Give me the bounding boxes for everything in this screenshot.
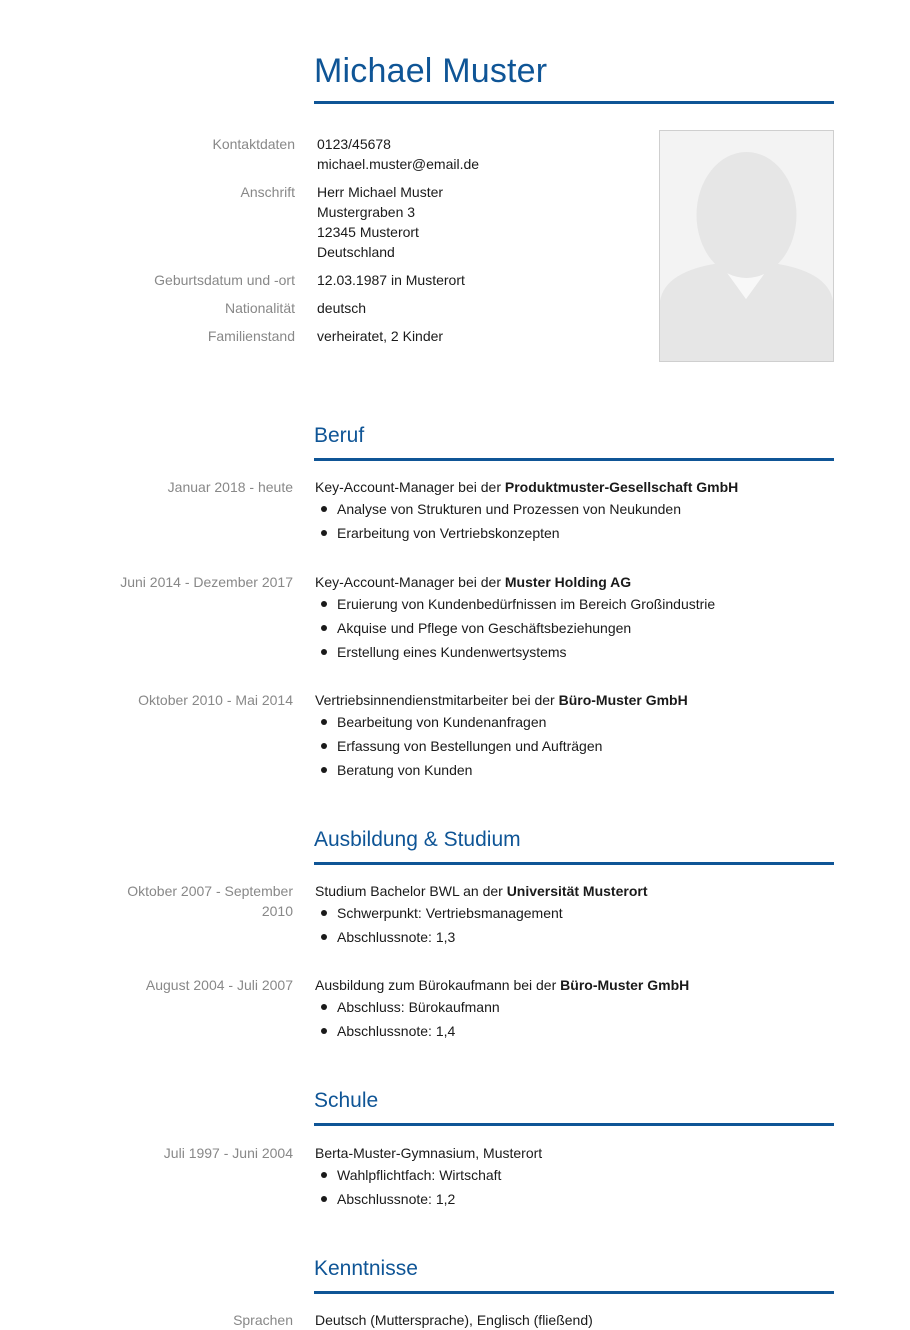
phone-number: 0123/45678 [317,136,391,152]
detail-list [315,1165,835,1209]
personal-label: Familienstand [207,328,295,344]
list-item: Abschlussnote: 1,4 [315,1021,835,1041]
entry-heading [315,975,835,995]
job-title: Key-Account-Manager bei der [315,574,505,590]
degree-title: Ausbildung zum Bürokaufmann bei der [315,977,561,993]
entry-body [315,690,835,784]
detail-list [315,903,835,947]
entry-date: August 2004 - Juli 2007 [145,977,293,993]
institution-name: Büro-Muster GmbH [560,977,690,993]
list-item: Beratung von Kunden [315,760,835,780]
address-line: Herr Michael Muster [317,184,444,200]
address-line: Mustergraben 3 [317,204,416,220]
employer-name: Produktmuster-Gesellschaft GmbH [504,479,739,495]
profile-photo [659,130,834,362]
entry-heading [315,572,835,592]
list-item: Analyse von Strukturen und Prozessen von Neukunden [315,499,835,519]
personal-label: Kontaktdaten [212,136,295,152]
list-item: Wahlpflichtfach: Wirtschaft [315,1165,835,1185]
list-item: Akquise und Pflege von Geschäftsbeziehungen [315,618,835,638]
degree-title: Studium Bachelor BWL an der [315,883,507,899]
entry-body [315,1310,835,1330]
list-item: Erstellung eines Kundenwertsystems [315,642,835,662]
entry-date: Juli 1997 - Juni 2004 [163,1145,293,1161]
list-item: Eruierung von Kundenbedürfnissen im Bereich Großindustrie [315,594,835,614]
entry-date-line: Oktober 2007 - September [127,883,293,899]
task-list [315,499,835,543]
entry-body [315,975,835,1045]
employer-name: Büro-Muster GmbH [558,692,688,708]
personal-label: Nationalität [224,300,295,316]
entry-body [315,1143,835,1213]
employer-name: Muster Holding AG [504,574,632,590]
entry-date: Januar 2018 - heute [167,479,293,495]
list-item: Erfassung von Bestellungen und Aufträgen [315,736,835,756]
entry-body [315,477,835,547]
task-list [315,712,835,780]
institution-name: Universität Musterort [506,883,648,899]
section-title-kenntnisse: Kenntnisse [314,1257,834,1294]
entry-heading [315,881,835,901]
list-item: Schwerpunkt: Vertriebsmanagement [315,903,835,923]
personal-label: Anschrift [240,184,295,200]
section-title-beruf: Beruf [314,424,834,461]
email-address: michael.muster@email.de [317,156,480,172]
entry-date: Juni 2014 - Dezember 2017 [120,574,293,590]
personal-value [317,134,479,174]
entry-heading: Deutsch (Muttersprache), Englisch (fließend) [315,1312,593,1328]
job-title: Vertriebsinnendienstmitarbeiter bei der [315,692,559,708]
personal-value [317,182,443,262]
detail-list [315,997,835,1041]
personal-label: Geburtsdatum und -ort [154,272,295,288]
entry-heading: Berta-Muster-Gymnasium, Musterort [315,1145,543,1161]
personal-value: verheiratet, 2 Kinder [317,328,444,344]
list-item: Bearbeitung von Kundenanfragen [315,712,835,732]
section-title-ausbildung: Ausbildung & Studium [314,828,834,865]
cv-name: Michael Muster [314,52,834,104]
section-title-schule: Schule [314,1089,834,1126]
personal-value: deutsch [317,300,367,316]
entry-body [315,572,835,666]
entry-date-line: 2010 [261,903,293,919]
person-placeholder-icon [660,131,833,361]
job-title: Key-Account-Manager bei der [315,479,505,495]
task-list [315,594,835,662]
address-line: 12345 Musterort [317,224,419,240]
list-item: Erarbeitung von Vertriebskonzepten [315,523,835,543]
entry-body [315,881,835,951]
entry-heading [315,690,835,710]
list-item: Abschlussnote: 1,2 [315,1189,835,1209]
list-item: Abschlussnote: 1,3 [315,927,835,947]
entry-date: Sprachen [233,1312,293,1328]
entry-date [100,881,293,921]
personal-value: 12.03.1987 in Musterort [317,272,465,288]
list-item: Abschluss: Bürokaufmann [315,997,835,1017]
entry-heading [315,477,835,497]
entry-date: Oktober 2010 - Mai 2014 [138,692,293,708]
address-line: Deutschland [317,244,395,260]
